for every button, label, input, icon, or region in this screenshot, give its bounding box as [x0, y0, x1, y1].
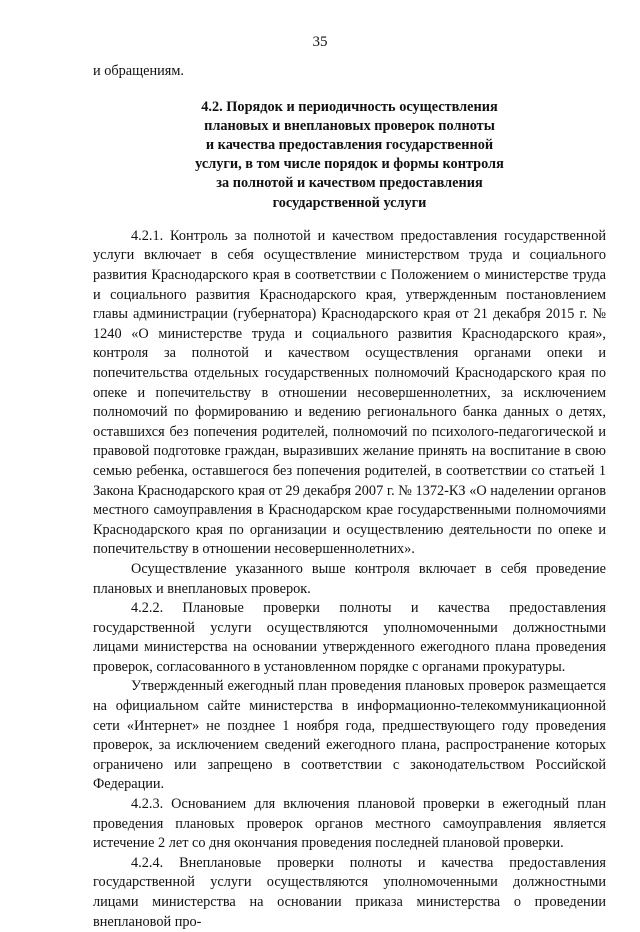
section-title-line: государственной услуги — [272, 194, 427, 211]
paragraph-annual-plan: Утвержденный ежегодный план проведения плановых проверок размещается на официальном сайте министерства в информационно-телекоммуникационной сети «Интернет» не позднее 1 ноября года, предшествующего году проведения проверок, за исключением сведений ежегодного плана, распространение которых ограничено или запрещено в соответствии с законодательством Российской Федерации. — [93, 678, 606, 793]
paragraph-control-scope: Осуществление указанного выше контроля включает в себя проведение плановых и внеплановых проверок. — [93, 560, 606, 597]
paragraph-4-2-2: 4.2.2. Плановые проверки полноты и качества предоставления государственной услуги осуществляются уполномоченными должностными лицами министерства на основании утвержденного ежегодного плана проведения проверок, согласованного в установленном порядке с органами прокуратуры. — [93, 600, 606, 675]
section-title-line: 4.2. Порядок и периодичность осуществления — [201, 98, 498, 115]
paragraph-4-2-4: 4.2.4. Внеплановые проверки полноты и качества предоставления государственной услуги осуществляются уполномоченными должностными лицами министерства на основании приказа министерства о проведении внеплановой про- — [93, 854, 606, 930]
section-title-line: и качества предоставления государственной — [205, 137, 494, 153]
section-title-line: плановых и внеплановых проверок полноты — [204, 117, 495, 134]
page-number: 35 — [312, 34, 328, 50]
paragraph-4-2-3: 4.2.3. Основанием для включения плановой проверки в ежегодный план проведения плановых проверок органов местного самоуправления является истечение 2 лет со дня окончания проведения последней плановой проверки. — [93, 796, 606, 852]
paragraph-4-2-1: 4.2.1. Контроль за полнотой и качеством предоставления государственной услуги включает в себя осуществление министерством труда и социального развития Краснодарского края в соответствии с Положением о министерстве труда и социального развития Краснодарского края, утвержденным постановлением главы администрации (губернатора) Краснодарского края от 21 декабря 2015 г. № 1240 «О министерстве труда и социального развития Краснодарского края», контроля за полнотой и качеством осуществления органами опеки и попечительства отдельных государственных полномочий Краснодарского края по опеке и попечительству в отношении несовершеннолетних, за исключением полномочий по формированию и ведению регионального банка данных о детях, оставшихся без попечения родителей, полномочий по психолого-педагогической и правовой подготовке граждан, выразивших желание принять на воспитание в свою семью ребенка, оставшегося без попечения родителей, в соответствии со статьей 1 Закона Краснодарского края от 29 декабря 2007 г. № 1372-КЗ «О наделении органов местного самоуправления в Краснодарском крае государственными полномочиями Краснодарского края по организации и осуществлению деятельности по опеке и попечительству в отношении несовершеннолетних». — [93, 227, 606, 558]
section-title-line: услуги, в том числе порядок и формы контроля — [195, 156, 504, 173]
lead-in-text: и обращениям. — [93, 63, 184, 79]
document-body — [93, 62, 606, 932]
section-title — [93, 98, 606, 213]
section-title-line: за полнотой и качеством предоставления — [216, 175, 483, 192]
